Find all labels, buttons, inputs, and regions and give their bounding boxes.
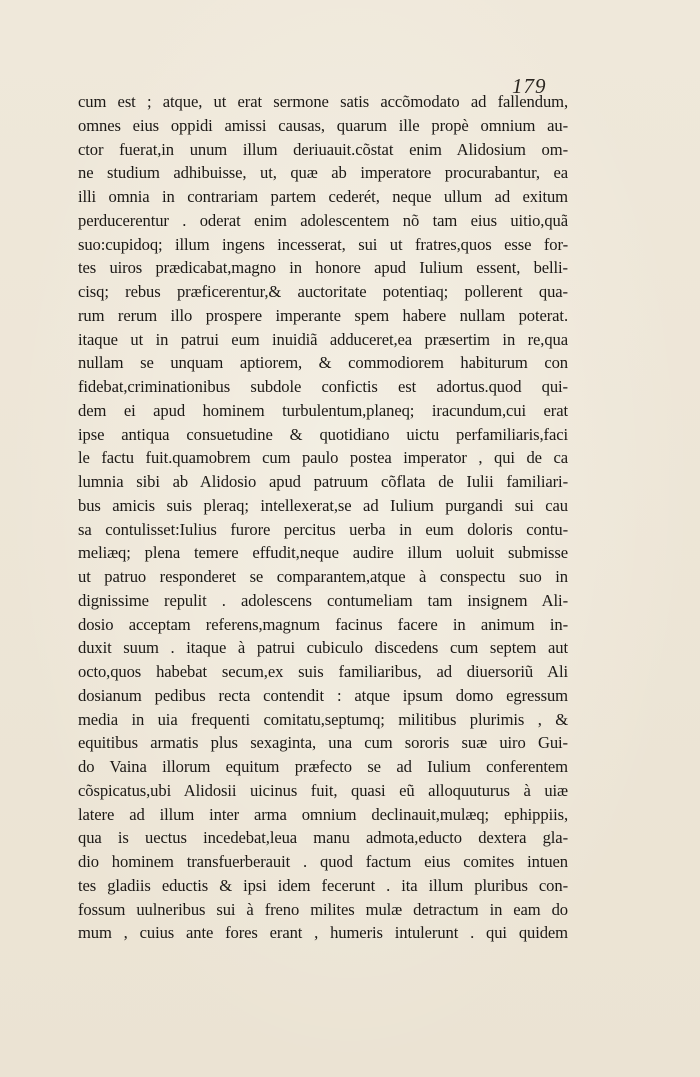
text-line: dio hominem transfuerberauit . quod factum eius comites intuen bbox=[78, 852, 568, 871]
text-line: cisq; rebus præficerentur,& auctoritate potentiaq; pollerent qua- bbox=[78, 282, 568, 301]
text-line: lumnia sibi ab Alidosio apud patruum cõflata de Iulii familiari- bbox=[78, 472, 568, 491]
text-line: dosianum pedibus recta contendit : atque ipsum domo egressum bbox=[78, 685, 568, 705]
text-line: latere ad illum inter arma omnium declinauit,mulæq; ephippiis, bbox=[78, 804, 568, 824]
text-line: ut patruo responderet se comparantem,atque à conspectu suo in bbox=[78, 567, 568, 586]
text-line: equitibus armatis plus sexaginta, una cum sororis suæ uiro Gui- bbox=[78, 733, 568, 753]
text-line: cum est ; atque, ut erat sermone satis accõmodato ad fallendum, bbox=[78, 92, 568, 111]
text-line: dosio acceptam referens,magnum facinus facere in animum in- bbox=[78, 614, 568, 634]
text-line: suo:cupidoq; illum ingens incesserat, sui ut fratres,quos esse for- bbox=[78, 234, 568, 254]
text-line: itaque ut in patrui eum inuidiã adduceret,ea præsertim in re,qua bbox=[78, 329, 568, 349]
text-line: sa contulisset:Iulius furore percitus uerba in eum doloris contu- bbox=[78, 519, 568, 539]
text-line: octo,quos habebat secum,ex suis familiaribus, ad diuersoriũ Ali bbox=[78, 662, 568, 681]
text-line: ipse antiqua consuetudine & quotidiano uictu perfamiliaris,faci bbox=[78, 424, 568, 444]
text-line: ne studium adhibuisse, ut, quæ ab imperatore procurabantur, ea bbox=[78, 163, 568, 183]
text-block bbox=[78, 90, 568, 945]
text-line: mum , cuius ante fores erant , humeris intulerunt . qui quidem bbox=[78, 923, 568, 943]
text-line: bus amicis suis pleraq; intellexerat,se ad Iulium purgandi sui cau bbox=[78, 495, 568, 515]
text-line: dignissime repulit . adolescens contumeliam tam insignem Ali- bbox=[78, 590, 568, 610]
text-line: rum rerum illo prospere imperante spem habere nullam poterat. bbox=[78, 305, 568, 325]
text-line: duxit suum . itaque à patrui cubiculo discedens cum septem aut bbox=[78, 638, 568, 658]
text-line: tes uiros prædicabat,magno in honore apud Iulium essent, belli- bbox=[78, 258, 568, 278]
page-number: 179 bbox=[512, 74, 547, 98]
text-line: fossum uulneribus sui à freno milites mulæ detractum in eam do bbox=[78, 899, 568, 919]
text-line: dem ei apud hominem turbulentum,planeq; iracundum,cui erat bbox=[78, 400, 568, 420]
text-line: meliæq; plena temere effudit,neque audire illum uoluit submisse bbox=[78, 543, 568, 563]
text-line: le factu fuit.quamobrem cum paulo postea imperator , qui de ca bbox=[78, 448, 568, 468]
text-line: ctor fuerat,in unum illum deriuauit.cõstat enim Alidosium om- bbox=[78, 139, 568, 159]
text-line: nullam se unquam aptiorem, & commodiorem habiturum con bbox=[78, 353, 568, 373]
text-line: media in uia frequenti comitatu,septumq; militibus plurimis , & bbox=[78, 709, 568, 729]
text-line: qua is uectus incedebat,leua manu admota,educto dextera gla- bbox=[78, 828, 568, 848]
text-line: illi omnia in contrariam partem cederét, neque ullum ad exitum bbox=[78, 187, 568, 206]
text-line: omnes eius oppidi amissi causas, quarum ille propè omnium au- bbox=[78, 115, 568, 135]
text-line: do Vaina illorum equitum præfecto se ad Iulium conferentem bbox=[78, 757, 568, 776]
text-line: perducerentur . oderat enim adolescentem nõ tam eius uitio,quã bbox=[78, 210, 568, 230]
text-line: cõspicatus,ubi Alidosii uicinus fuit, quasi eũ alloquuturus à uiæ bbox=[78, 780, 568, 800]
text-line: fidebat,criminationibus subdole confictis est adortus.quod qui- bbox=[78, 377, 568, 396]
text-line: tes gladiis eductis & ipsi idem fecerunt . ita illum pluribus con- bbox=[78, 875, 568, 895]
